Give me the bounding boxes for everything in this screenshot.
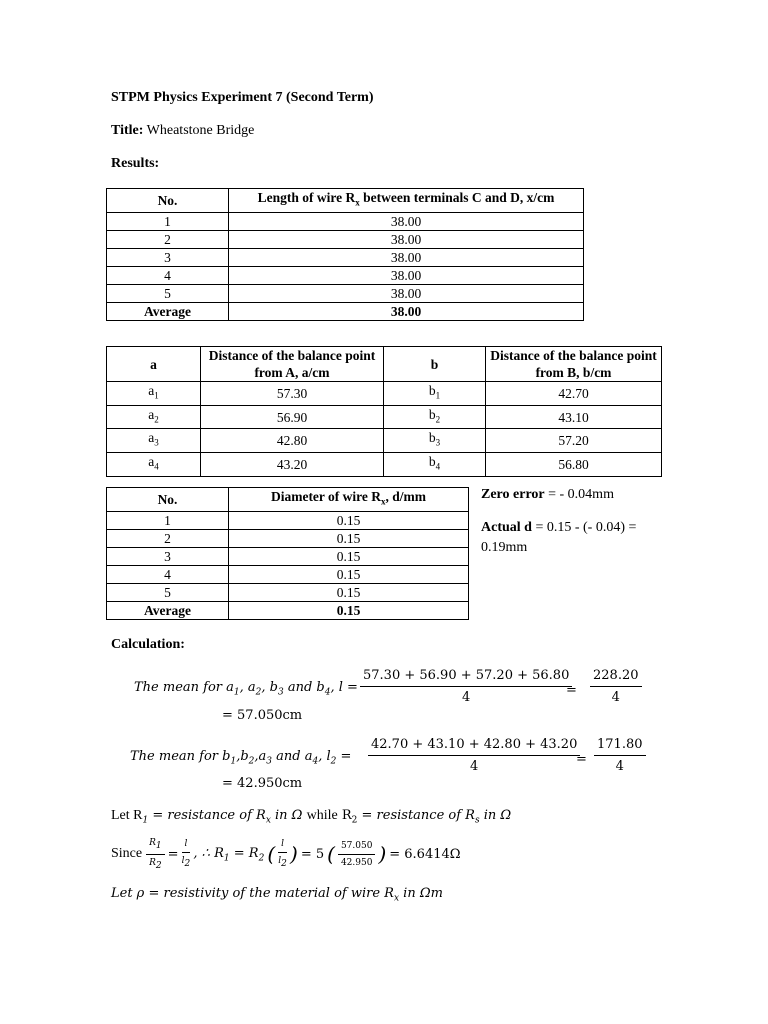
actual-d-value: 0.19mm [481, 540, 528, 555]
equals-sign: = [566, 683, 577, 698]
mean-a-label: The mean for $a_1$, $a_2$, $b_3$ and $b_4$, l = [134, 680, 358, 698]
table-row: 5 38.00 [107, 284, 584, 302]
table-row: 2 38.00 [107, 230, 584, 248]
title-value: Wheatstone Bridge [146, 123, 255, 138]
diameter-table [106, 487, 469, 620]
let-resistivity-line: Let ρ = resistivity of the material of wire $R_x$ in Ωm [111, 886, 443, 904]
table-row: 4 0.15 [107, 565, 469, 583]
col-no-header: No. [107, 488, 229, 512]
col-length-header: Length of wire $R_x$ between terminals C and D, x/cm [229, 189, 584, 213]
since-equation: Since $\frac{R_1}{R_2}$ = $\frac{l}{l_2}$ , ∴ $R_1 = R_2$ ( $\frac{l}{l_2}$ ) = 5 ( $\frac{57.050}{42.950}$ ) = 6.6414Ω [111, 838, 461, 871]
col-b-header: b [384, 347, 486, 382]
col-dist-b-header: Distance of the balance point from B, b/cm [486, 347, 662, 382]
mean-b-label: The mean for $b_1,b_2,a_3$ and $a_4$, $l_2$ = [130, 749, 352, 767]
table-row: $a_4$ 43.20 $b_4$ 56.80 [107, 453, 662, 477]
zero-error-note: Zero error = - 0.04mm [481, 487, 614, 502]
table-header-row [107, 189, 584, 213]
length-table [106, 188, 584, 321]
table-row: 1 0.15 [107, 511, 469, 529]
let-resistance-line: Let $R_1$ = resistance of $R_x$ in Ω while $R_2$ = resistance of $R_s$ in Ω [111, 808, 512, 826]
table-row: 5 0.15 [107, 583, 469, 601]
title-label: Title: [111, 123, 144, 138]
table-row: $a_2$ 56.90 $b_2$ 43.10 [107, 405, 662, 429]
average-row: Average 0.15 [107, 601, 469, 619]
table-header-row [107, 488, 469, 512]
calculation-heading: Calculation: [111, 637, 185, 652]
table-row: 1 38.00 [107, 212, 584, 230]
table-row: 3 0.15 [107, 547, 469, 565]
table-row: 4 38.00 [107, 266, 584, 284]
mean-b-fraction: $\frac{42.70 + 43.10 + 42.80 + 43.20}{4}$ [368, 737, 580, 774]
average-row: Average 38.00 [107, 302, 584, 320]
mean-a-result: = 57.050cm [222, 708, 303, 723]
equals-sign: = [576, 752, 587, 767]
col-no-header: No. [107, 189, 229, 213]
col-diameter-header: Diameter of wire $R_x$, d/mm [229, 488, 469, 512]
mean-b-result: = 42.950cm [222, 776, 303, 791]
actual-d-note: Actual d = 0.15 - (- 0.04) = [481, 520, 637, 535]
col-a-header: a [107, 347, 201, 382]
page-heading: STPM Physics Experiment 7 (Second Term) [111, 90, 374, 105]
results-heading: Results: [111, 156, 160, 171]
table-header-row [107, 347, 662, 382]
col-dist-a-header: Distance of the balance point from A, a/cm [201, 347, 384, 382]
mean-a-fraction: $\frac{57.30 + 56.90 + 57.20 + 56.80}{4}$ [360, 668, 572, 705]
table-row: 2 0.15 [107, 529, 469, 547]
mean-b-sum-fraction: $\frac{171.80}{4}$ [594, 737, 646, 774]
table-row: $a_1$ 57.30 $b_1$ 42.70 [107, 382, 662, 406]
balance-table [106, 346, 662, 477]
table-row: 3 38.00 [107, 248, 584, 266]
table-row: $a_3$ 42.80 $b_3$ 57.20 [107, 429, 662, 453]
title-line [111, 123, 254, 139]
mean-a-sum-fraction: $\frac{228.20}{4}$ [590, 668, 642, 705]
